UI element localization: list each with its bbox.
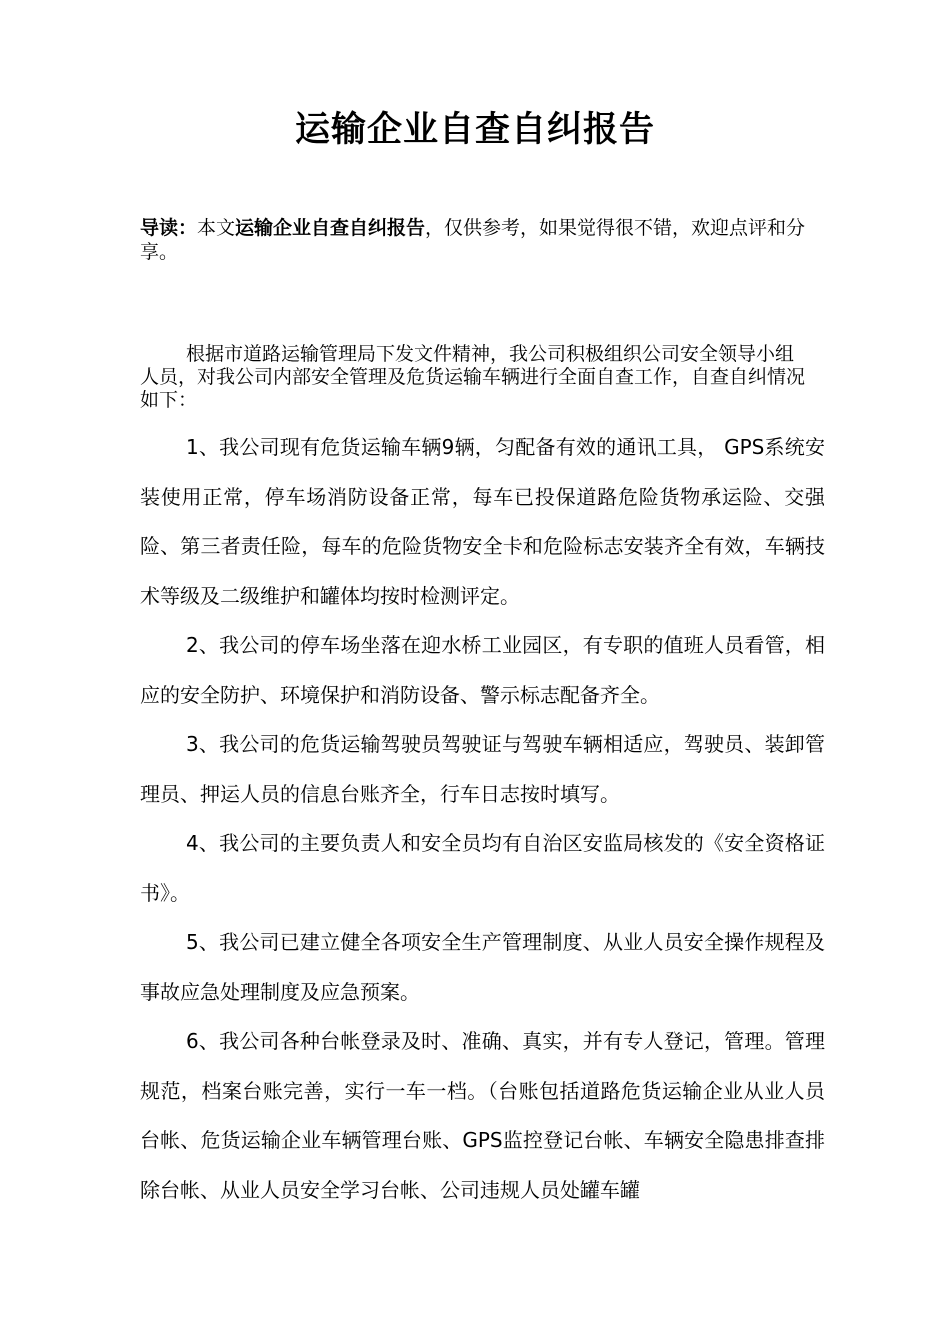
intro-suffix: ，仅供参考，如果觉得很不错，欢迎点评和分享。 <box>140 217 806 263</box>
body-text <box>140 423 825 1215</box>
body-paragraph-3: 3、我公司的危货运输驾驶员驾驶证与驾驶车辆相适应，驾驶员、装卸管理员、押运人员的信息台账齐全，行车日志按时填写。 <box>140 732 825 806</box>
body-paragraph-6: 6、我公司各种台帐登录及时、准确、真实，并有专人登记，管理。管理规范，档案台账完善，实行一车一档。（台账包括道路危货运输企业从业人员台帐、危货运输企业车辆管理台账、GPS监控登记台帐、车辆安全隐患排查排除台帐、从业人员安全学习台帐、公司违规人员处罐车罐 <box>140 1029 825 1202</box>
lead-paragraph: 根据市道路运输管理局下发文件精神，我公司积极组织公司安全领导小组人员，对我公司内部安全管理及危货运输车辆进行全面自查工作，自查自纠情况如下： <box>140 343 806 411</box>
intro-emphasis: 运输企业自查自纠报告 <box>235 217 426 239</box>
document-title: 运输企业自查自纠报告 <box>294 110 655 150</box>
body-paragraph-5: 5、我公司已建立健全各项安全生产管理制度、从业人员安全操作规程及事故应急处理制度及应急预案。 <box>140 930 825 1004</box>
intro-label: 导读： <box>140 217 198 239</box>
intro-prefix: 本文 <box>197 217 236 239</box>
body-paragraph-4: 4、我公司的主要负责人和安全员均有自治区安监局核发的《安全资格证书》。 <box>140 831 825 905</box>
body-paragraph-2: 2、我公司的停车场坐落在迎水桥工业园区，有专职的值班人员看管，相应的安全防护、环境保护和消防设备、警示标志配备齐全。 <box>140 633 825 707</box>
intro-paragraph <box>140 216 810 264</box>
body-paragraph-1: 1、我公司现有危货运输车辆9辆，匀配备有效的通讯工具， GPS系统安装使用正常，停车场消防设备正常，每车已投保道路危险货物承运险、交强险、第三者责任险，每车的危险货物安全卡和危险标志安装齐全有效，车辆技术等级及二级维护和罐体均按时检测评定。 <box>140 435 825 608</box>
